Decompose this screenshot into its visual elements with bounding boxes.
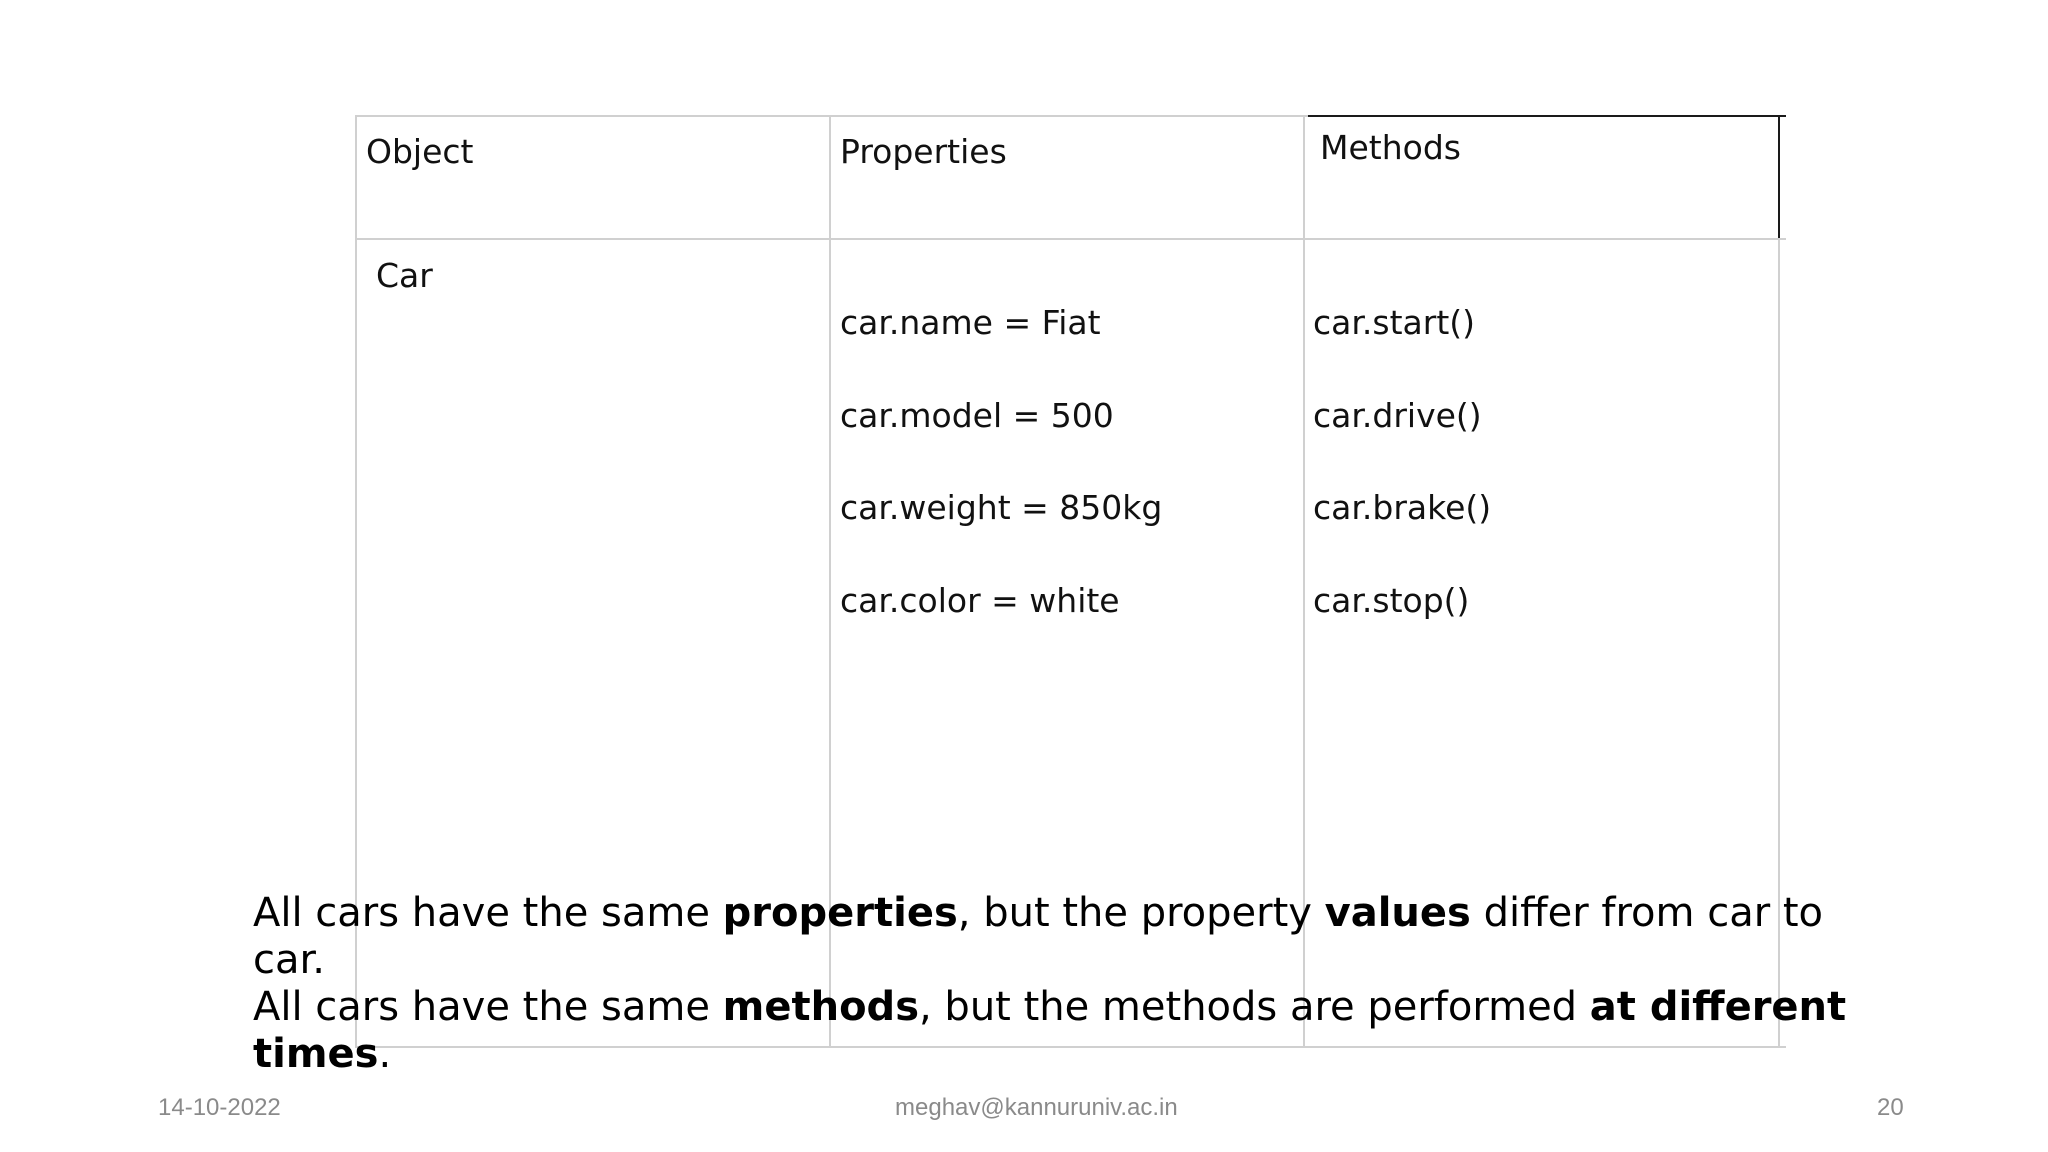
caption-line1-bold-properties: properties (722, 890, 958, 936)
caption-line2-text-a: All cars have the same (253, 984, 723, 1030)
header-object: Object (366, 132, 474, 171)
property-weight: car.weight = 850kg (840, 488, 1163, 527)
object-car: Car (376, 256, 433, 295)
caption-line2-text-c: , but the methods are performed (919, 984, 1590, 1030)
caption-line2-text-e: . (378, 1031, 392, 1077)
caption-line1-text-c: , but the property (957, 890, 1325, 936)
footer-date: 14-10-2022 (158, 1094, 281, 1121)
method-start: car.start() (1313, 303, 1476, 342)
method-drive: car.drive() (1313, 396, 1482, 435)
header-methods: Methods (1320, 128, 1461, 167)
header-properties: Properties (840, 132, 1007, 171)
property-model: car.model = 500 (840, 396, 1114, 435)
table-top-border-methods (1308, 115, 1786, 117)
method-brake: car.brake() (1313, 488, 1492, 527)
caption-line1-text-a: All cars have the same (253, 890, 723, 936)
caption-paragraph (253, 890, 1893, 1078)
footer-page-number: 20 (1877, 1094, 1904, 1121)
property-name: car.name = Fiat (840, 303, 1101, 342)
caption-line1-text-e: differ from car to car. (253, 890, 1824, 983)
table-header-divider (355, 238, 1786, 240)
table-right-border-header (1778, 115, 1780, 240)
footer-email: meghav@kannuruniv.ac.in (895, 1094, 1178, 1121)
method-stop: car.stop() (1313, 581, 1470, 620)
caption-line2-bold-at-different-times: at different times (253, 984, 1847, 1077)
table-top-border (355, 115, 1308, 117)
caption-line2-bold-methods: methods (722, 984, 919, 1030)
caption-line1-bold-values: values (1324, 890, 1471, 936)
property-color: car.color = white (840, 581, 1120, 620)
